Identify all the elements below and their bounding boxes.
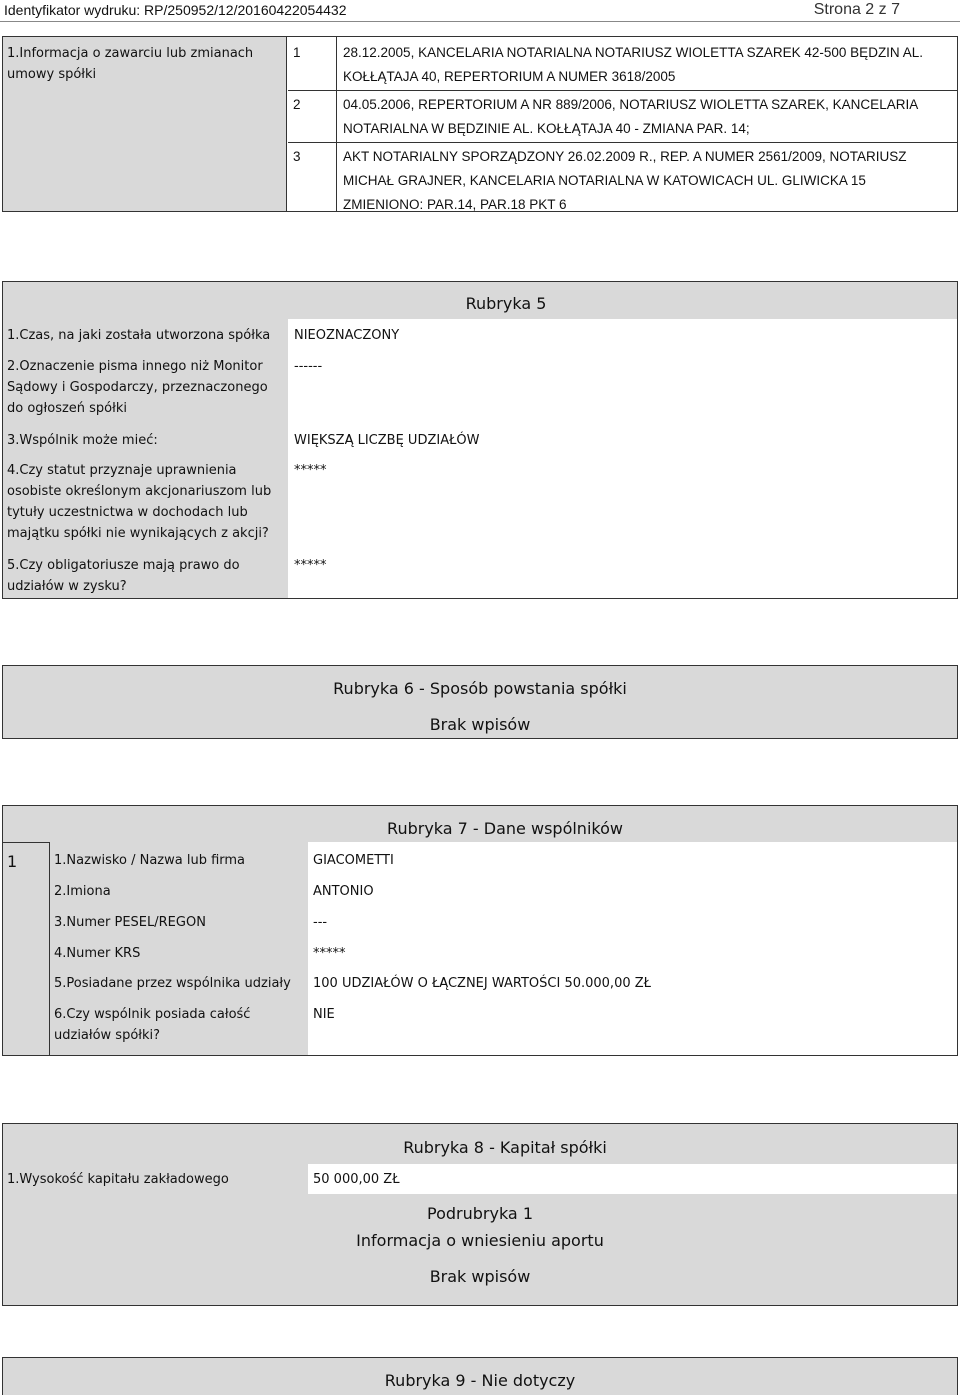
field-label: 4.Numer KRS: [54, 946, 141, 961]
rubryka-6-title: Rubryka 6 - Sposób powstania spółki: [333, 679, 627, 698]
field-value: NIEOZNACZONY: [294, 328, 400, 343]
entry-number: 2: [293, 97, 301, 112]
print-identifier: Identyfikator wydruku: RP/250952/12/20160422054432: [4, 2, 347, 18]
page-number: Strona 2 z 7: [813, 1, 900, 18]
rubryka-8-title: Rubryka 8 - Kapitał spółki: [403, 1138, 607, 1157]
contract-info-label: 1.Informacja o zawarciu lub zmianach umowy spółki: [7, 46, 254, 82]
rubryka-9-section: [2, 1357, 958, 1395]
field-label: 5.Posiadane przez wspólnika udziały: [54, 976, 291, 991]
shareholder-values: [308, 842, 957, 1055]
rubryka-6-section: [2, 665, 958, 739]
rubryka-7-title: Rubryka 7 - Dane wspólników: [387, 819, 623, 838]
field-value: WIĘKSZĄ LICZBĘ UDZIAŁÓW: [294, 433, 480, 448]
rubryka-5-section: [2, 281, 958, 599]
rubryka-9-title: Rubryka 9 - Nie dotyczy: [384, 1371, 576, 1390]
field-value: ANTONIO: [313, 884, 374, 899]
shareholder-number: 1: [7, 852, 18, 871]
entry-number: 3: [293, 149, 301, 164]
capital-label: 1.Wysokość kapitału zakładowego: [7, 1172, 229, 1187]
rubryka-5-title: Rubryka 5: [465, 294, 547, 313]
field-label: 5.Czy obligatoriusze mają prawo do udziałów w zysku?: [7, 558, 240, 594]
field-value: GIACOMETTI: [313, 853, 394, 868]
entry-text: 04.05.2006, REPERTORIUM A NR 889/2006, NOTARIUSZ WIOLETTA SZAREK, KANCELARIA NOTARIALNA W BĘDZINIE AL. KOŁŁĄTAJA 40 - ZMIANA PAR. 14;: [343, 97, 919, 136]
field-label: 6.Czy wspólnik posiada całość udziałów spółki?: [54, 1007, 251, 1043]
field-label: 3.Numer PESEL/REGON: [54, 915, 206, 930]
contract-info-section: [2, 36, 958, 212]
rubryka-6-empty: Brak wpisów: [429, 715, 531, 734]
field-label: 4.Czy statut przyznaje uprawnienia osobiste określonym akcjonariuszom lub tytuły uczestnictwa w dochodach lub majątku spółki nie wynikających z akcji?: [7, 463, 272, 541]
field-label: 3.Wspólnik może mieć:: [7, 433, 158, 448]
field-label: 1.Nazwisko / Nazwa lub firma: [54, 853, 246, 868]
field-value: ------: [294, 359, 323, 374]
field-label: 2.Oznaczenie pisma innego niż Monitor Sądowy i Gospodarczy, przeznaczonego do ogłoszeń spółki: [7, 359, 268, 416]
entry-text: AKT NOTARIALNY SPORZĄDZONY 26.02.2009 R., REP. A NUMER 2561/2009, NOTARIUSZ MICHAŁ GRAJNER, KANCELARIA NOTARIALNA W KATOWICACH UL. GLIWICKA 15 ZMIENIONO: PAR.14, PAR.18 PKT 6: [343, 149, 907, 212]
capital-value-cell: [308, 1164, 957, 1194]
field-value: NIE: [313, 1007, 335, 1022]
capital-value: 50 000,00 ZŁ: [313, 1172, 400, 1187]
sub-section-subtitle: Informacja o wniesieniu aportu: [356, 1231, 604, 1250]
rubryka-7-section: [2, 805, 958, 1056]
sub-section-empty: Brak wpisów: [429, 1267, 531, 1286]
field-value: 100 UDZIAŁÓW O ŁĄCZNEJ WARTOŚCI 50.000,00 ZŁ: [313, 976, 651, 991]
entry-text: 28.12.2005, KANCELARIA NOTARIALNA NOTARIUSZ WIOLETTA SZAREK 42-500 BĘDZIN AL. KOŁŁĄTAJA 40, REPERTORIUM A NUMER 3618/2005: [343, 45, 923, 84]
entry-number: 1: [293, 45, 301, 60]
rubryka-8-section: [2, 1123, 958, 1306]
shareholder-number-cell: [3, 842, 50, 1055]
field-label: 1.Czas, na jaki została utworzona spółka: [7, 328, 271, 343]
field-label: 2.Imiona: [54, 884, 111, 899]
field-value: *****: [313, 946, 346, 961]
field-value: *****: [294, 558, 327, 573]
field-value: ---: [313, 915, 328, 930]
print-header: [0, 0, 960, 22]
rubryka-5-values: [288, 319, 957, 598]
field-value: *****: [294, 463, 327, 478]
contract-info-label-cell: [3, 37, 287, 211]
sub-section-title: Podrubryka 1: [427, 1204, 533, 1223]
